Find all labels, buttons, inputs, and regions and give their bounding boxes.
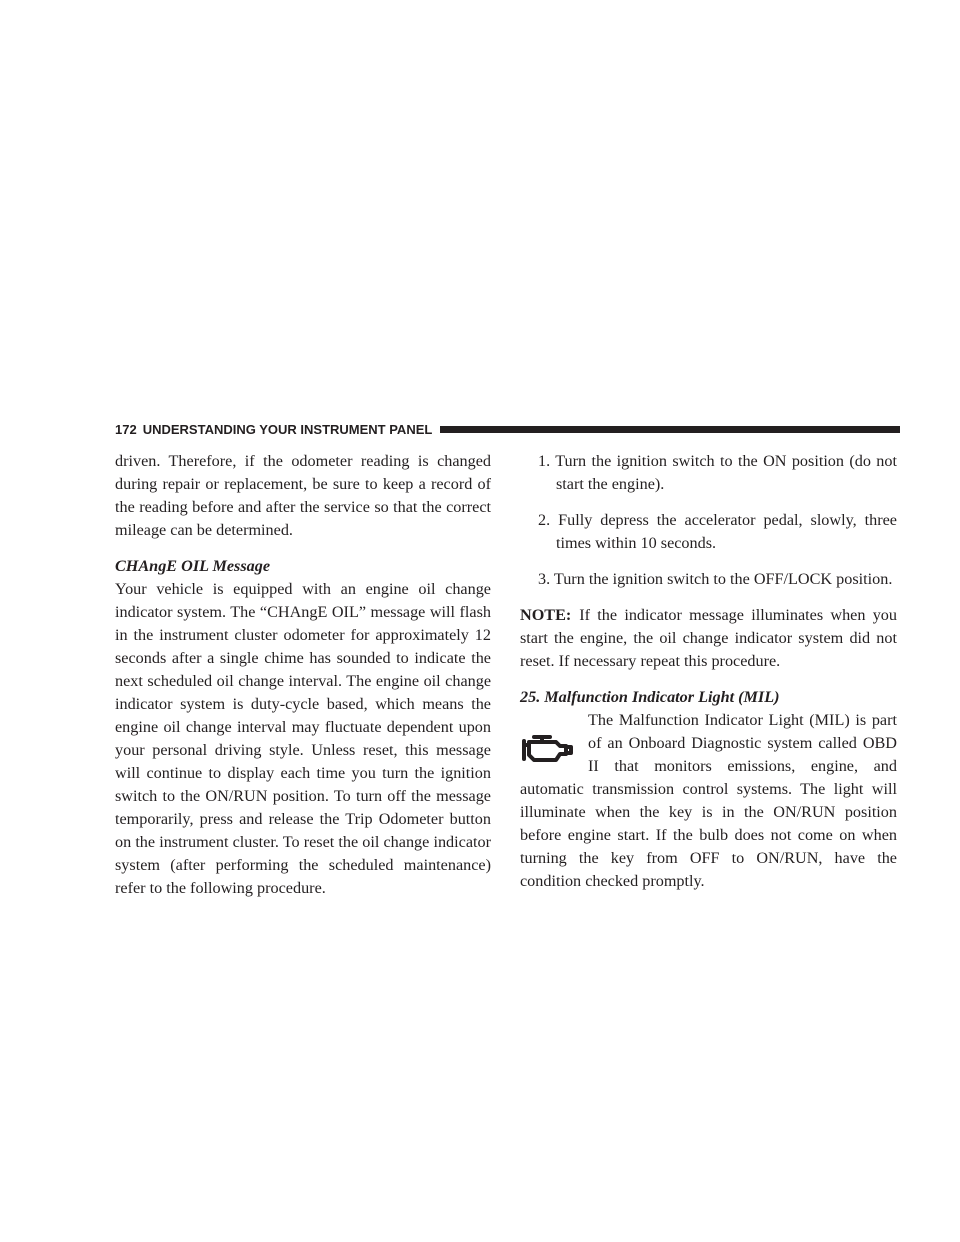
- section-title: UNDERSTANDING YOUR INSTRUMENT PANEL: [142, 421, 433, 437]
- note-text: If the indicator message illuminates when you start the engine, the oil change indicator system did not reset. If necessary repeat this procedure.: [520, 606, 897, 670]
- page-number: 172: [115, 421, 137, 437]
- left-column: [115, 450, 491, 913]
- heading-change-oil: CHAngE OIL Message: [115, 557, 270, 575]
- note-paragraph: [520, 604, 897, 673]
- mil-section: [520, 709, 897, 893]
- step-2: 2. Fully depress the accelerator pedal, slowly, three times within 10 seconds.: [538, 511, 897, 552]
- note-label: NOTE:: [520, 606, 572, 624]
- check-engine-icon: [520, 729, 576, 769]
- paragraph-change-oil: Your vehicle is equipped with an engine oil change indicator system. The “CHAngE OIL” message will flash in the instrument cluster odometer for approximately 12 seconds after a single chime has sounded to indicate the next scheduled oil change interval. The engine oil change indicator system is duty-cycle based, which means the engine oil change interval may fluctuate dependent upon your personal driving style. Unless reset, this message will continue to display each time you turn the ignition switch to the ON/RUN position. To turn off the message temporarily, press and release the Trip Odometer button on the instrument cluster. To reset the oil change indicator system (after performing the scheduled maintenance) refer to the following procedure.: [115, 580, 491, 897]
- page-header: [115, 419, 900, 439]
- header-rule: [440, 426, 900, 433]
- right-column: [520, 450, 897, 893]
- step-1: 1. Turn the ignition switch to the ON position (do not start the engine).: [538, 452, 897, 493]
- heading-mil: 25. Malfunction Indicator Light (MIL): [520, 688, 780, 706]
- paragraph-odometer: driven. Therefore, if the odometer reading is changed during repair or replacement, be sure to keep a record of the reading before and after the service so that the correct mileage can be determined.: [115, 452, 491, 539]
- step-3: 3. Turn the ignition switch to the OFF/LOCK position.: [538, 570, 893, 588]
- mil-paragraph: The Malfunction Indicator Light (MIL) is part of an Onboard Diagnostic system called OBD II that monitors emissions, engine, and automatic transmission control systems. The light will illuminate when the key is in the ON/RUN position before engine start. If the bulb does not come on when turning the key from OFF to ON/RUN, have the condition checked promptly.: [520, 711, 897, 890]
